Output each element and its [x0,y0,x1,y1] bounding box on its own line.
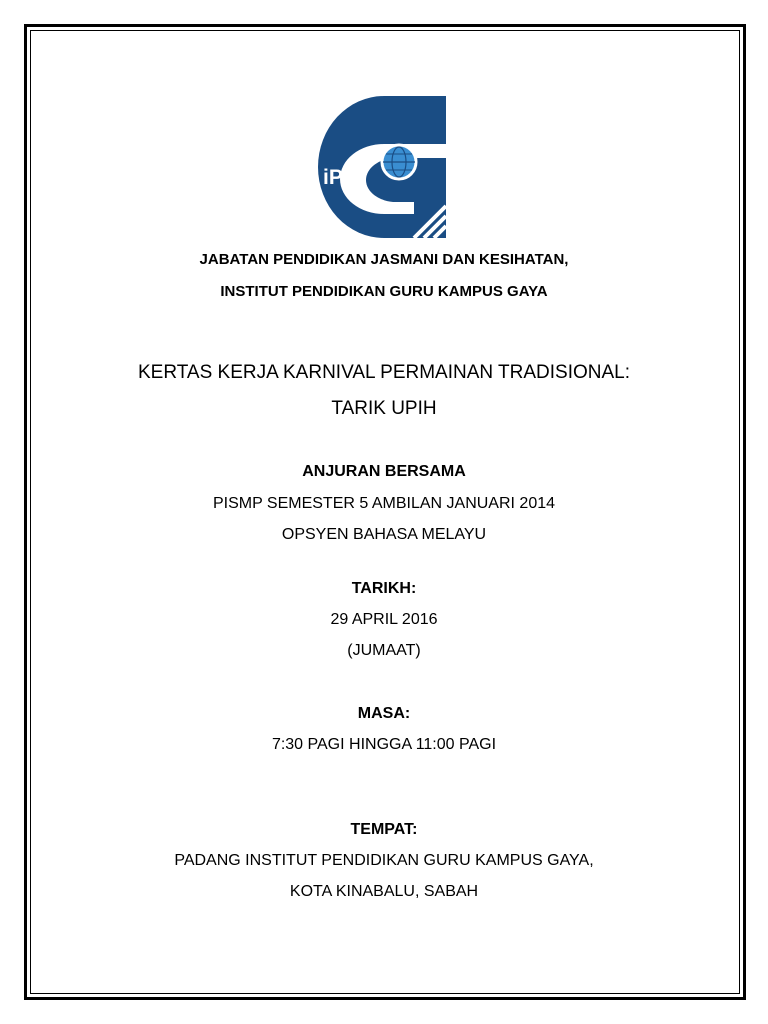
venue-line2: KOTA KINABALU, SABAH [289,883,479,900]
date-heading: TARIKH: [351,580,417,597]
organizer-heading: ANJURAN BERSAMA [302,463,466,480]
time-value: 7:30 PAGI HINGGA 11:00 PAGI [271,736,497,753]
date-day: (JUMAAT) [347,642,421,659]
organizer-option: OPSYEN BAHASA MELAYU [281,526,487,543]
venue-heading: TEMPAT: [350,821,418,838]
document-subtitle: TARIK UPIH [331,398,437,419]
logo-text: iPG [323,166,360,189]
organizer-program: PISMP SEMESTER 5 AMBILAN JANUARI 2014 [212,495,556,512]
venue-line1: PADANG INSTITUT PENDIDIKAN GURU KAMPUS GAYA, [174,852,594,869]
date-value: 29 APRIL 2016 [330,611,438,628]
time-heading: MASA: [357,705,411,722]
department-name: JABATAN PENDIDIKAN JASMANI DAN KESIHATAN, [199,251,569,268]
institute-name: INSTITUT PENDIDIKAN GURU KAMPUS GAYA [220,283,548,300]
ipg-logo [318,92,450,240]
document-title: KERTAS KERJA KARNIVAL PERMAINAN TRADISIONAL: [137,362,631,383]
